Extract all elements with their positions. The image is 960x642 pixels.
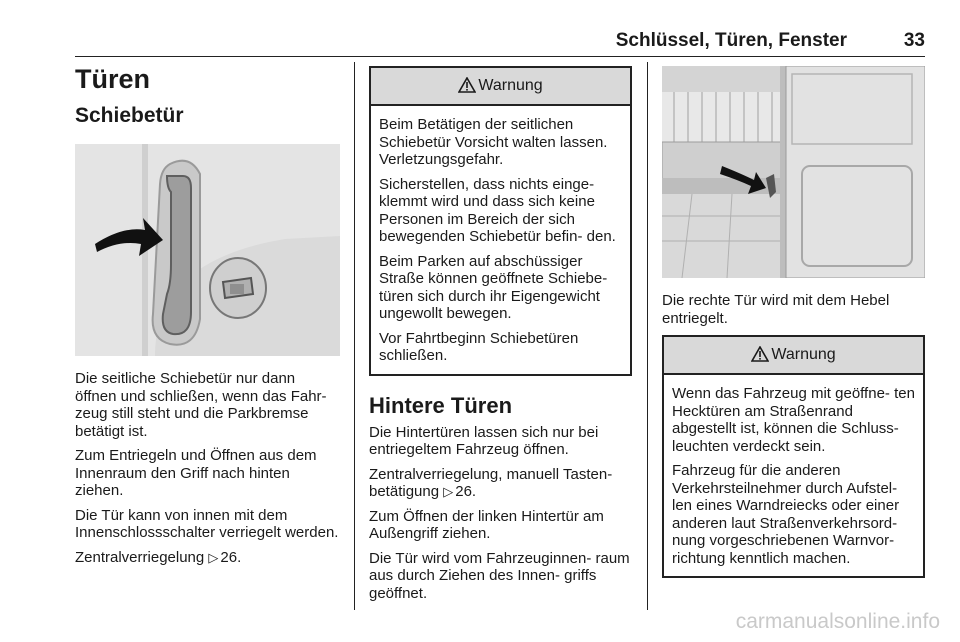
warning-body	[371, 106, 630, 374]
column-1	[75, 62, 340, 573]
paragraph: Die seitliche Schiebetür nur dann öffnen und schließen, wenn das Fahr- zeug still steht und die Parkbremse betätigt ist.	[75, 370, 327, 440]
warning-paragraph: Fahrzeug für die anderen Verkehrsteilnehmer durch Aufstel- len eines Warndreiecks oder einer anderen laut Straßenverkehrsord- nung vorgeschriebenen Warnvor- richtung kenntlich machen.	[672, 462, 900, 567]
warning-triangle-icon	[751, 346, 769, 362]
warning-title: Warnung	[771, 346, 836, 363]
warning-paragraph: Sicherstellen, dass nichts einge- klemmt wird und dass sich keine Personen im Bereich der sich bewegenden Schiebetür befin- den.	[379, 175, 616, 245]
page-reference-icon: ▷	[443, 484, 454, 499]
page-reference-icon: ▷	[208, 549, 219, 565]
column-2	[369, 62, 632, 609]
cross-reference-text: Zentralverriegelung	[75, 548, 205, 566]
cross-reference-page: 26.	[455, 483, 477, 500]
paragraph: Die Tür kann von innen mit dem Innenschlossschalter verriegelt werden.	[75, 506, 339, 541]
sliding-door-handle-figure	[75, 144, 340, 356]
column-divider-1	[354, 62, 355, 610]
subsection-title-sliding-door: Schiebetür	[75, 104, 184, 127]
warning-paragraph: Vor Fahrtbeginn Schiebetüren schließen.	[379, 329, 579, 364]
warning-paragraph: Wenn das Fahrzeug mit geöffne- ten Hecktüren am Straßenrand abgestellt ist, können die Schluss- leuchten verdeckt sein.	[672, 385, 915, 455]
sliding-door-handle-illustration	[75, 144, 340, 356]
figure-caption: Die rechte Tür wird mit dem Hebel entriegelt.	[662, 292, 890, 327]
column-divider-2	[647, 62, 648, 610]
rear-door-lever-figure	[662, 66, 925, 278]
column-3	[662, 62, 925, 578]
page-header	[75, 30, 925, 56]
cross-reference	[369, 466, 632, 501]
warning-paragraph: Beim Betätigen der seitlichen Schiebetür Vorsicht walten lassen. Verletzungsgefahr.	[379, 116, 608, 168]
page-number: 33	[903, 30, 925, 51]
rear-door-lever-illustration	[662, 66, 925, 278]
warning-box-rear-doors	[662, 335, 925, 578]
cross-reference-text: Zentralverriegelung, manuell Tasten- betätigung	[369, 465, 613, 500]
warning-body	[664, 375, 923, 576]
paragraph: Zum Öffnen der linken Hintertür am Außengriff ziehen.	[369, 507, 604, 542]
warning-title: Warnung	[478, 77, 543, 94]
section-title-doors: Türen	[75, 64, 151, 94]
cross-reference-page: 26.	[220, 548, 242, 566]
warning-header	[371, 68, 630, 106]
warning-header	[664, 337, 923, 375]
section-title-rear-doors: Hintere Türen	[369, 392, 513, 418]
paragraph: Zum Entriegeln und Öffnen aus dem Innenraum den Griff nach hinten ziehen.	[75, 447, 317, 499]
warning-paragraph: Beim Parken auf abschüssiger Straße können geöffnete Schiebe- türen sich durch ihr Eigengewicht ungewollt bewegen.	[379, 252, 608, 322]
warning-triangle-icon	[458, 77, 476, 93]
warning-box-sliding-door	[369, 66, 632, 376]
paragraph: Die Hintertüren lassen sich nur bei entriegeltem Fahrzeug öffnen.	[369, 423, 599, 458]
header-title: Schlüssel, Türen, Fenster	[615, 30, 847, 51]
header-rule	[75, 56, 925, 57]
cross-reference	[75, 549, 340, 567]
watermark: carmanualsonline.info	[735, 610, 940, 633]
paragraph: Die Tür wird vom Fahrzeuginnen- raum aus durch Ziehen des Innen- griffs geöffnet.	[369, 549, 630, 602]
